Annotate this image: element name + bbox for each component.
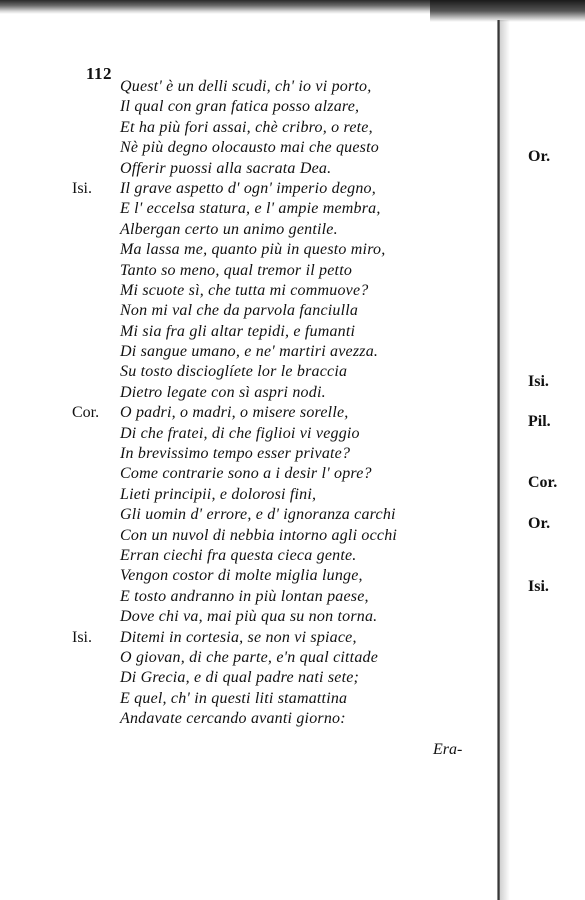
verse-line: [0, 505, 497, 525]
verse-line: [0, 179, 497, 199]
verse-line: [0, 628, 497, 648]
speaker-label: Cor.: [72, 404, 100, 422]
verse-line: [0, 261, 497, 281]
verse-text: Il grave aspetto d' ogn' imperio degno,: [120, 179, 376, 197]
verse-line: [0, 342, 497, 362]
verse-line: [0, 138, 497, 158]
verse-text: Mi scuote sì, che tutta mi commuove?: [120, 281, 369, 299]
verse-line: [0, 77, 497, 97]
verse-text: Di che fratei, di che figlioi vi veggio: [120, 424, 360, 442]
verse-text: Tanto so meno, qual tremor il petto: [120, 261, 353, 279]
verse-line: [0, 607, 497, 627]
facing-page-speaker: Or.: [528, 148, 551, 165]
verse-text: Di Grecia, e di qual padre nati sete;: [120, 669, 360, 687]
verse-line: [0, 118, 497, 138]
verse-line: [0, 689, 497, 709]
verse-text: Vengon costor di molte miglia lunge,: [120, 567, 363, 585]
verse-line: [0, 403, 497, 423]
verse-line: [0, 464, 497, 484]
speaker-label: Isi.: [72, 179, 92, 197]
facing-page-speaker: Cor.: [528, 474, 558, 491]
verse-text: Offerir puossi alla sacrata Dea.: [120, 159, 332, 177]
verse-text: O giovan, di che parte, e'n qual cittade: [120, 648, 379, 666]
verse-line: [0, 668, 497, 688]
verse-text: E tosto andranno in più lontan paese,: [120, 587, 369, 605]
verse-text: In brevissimo tempo esser private?: [120, 445, 351, 463]
verse-text: Albergan certo un animo gentile.: [120, 220, 338, 238]
verse-line: [0, 240, 497, 260]
verse-text: Erran ciechi fra questa cieca gente.: [120, 546, 357, 564]
verse-line: [0, 281, 497, 301]
verse-text: Et ha più fori assai, chè cribro, o rete,: [120, 118, 373, 136]
verse-line: [0, 220, 497, 240]
verse-text: Dove chi va, mai più qua su non torna.: [120, 608, 378, 626]
verse-line: [0, 199, 497, 219]
verse-line: [0, 587, 497, 607]
verse-text: Ma lassa me, quanto più in questo miro,: [120, 241, 386, 259]
verse-line: [0, 709, 497, 729]
page-number: 112: [86, 64, 113, 83]
verse-text: Quest' è un delli scudi, ch' io vi porto,: [120, 78, 372, 95]
verse-line: [0, 526, 497, 546]
verse-text: Andavate cercando avanti giorno:: [120, 710, 346, 728]
verse-text: Nè più degno olocausto mai che questo: [120, 139, 379, 157]
page-top-edge-shadow: [430, 0, 585, 22]
verse-line: [0, 301, 497, 321]
verse-text: E l' eccelsa statura, e l' ampie membra,: [120, 200, 381, 218]
verse-text: O padri, o madri, o misere sorelle,: [120, 404, 349, 422]
verse-text: Gli uomin d' errore, e d' ignoranza carchi: [120, 506, 396, 524]
verse-text: Su tosto discioglíete lor le braccia: [120, 363, 348, 381]
verse-line: [0, 322, 497, 342]
verse-line: [0, 444, 497, 464]
verse-line: [0, 424, 497, 444]
verse-line: [0, 362, 497, 382]
verse-block: [0, 77, 497, 730]
verse-text: Dietro legate con sì aspri nodi.: [120, 383, 326, 401]
verse-line: [0, 159, 497, 179]
facing-page-speaker: Isi.: [528, 373, 549, 390]
verse-line: [0, 566, 497, 586]
verse-line: [0, 648, 497, 668]
verse-text: Di sangue umano, e ne' martiri avezza.: [120, 343, 379, 361]
facing-page-speaker: Pil.: [528, 413, 551, 430]
verse-text: Ditemi in cortesia, se non vi spiace,: [120, 628, 357, 646]
verse-text: Non mi val che da parvola fanciulla: [120, 302, 359, 320]
catchword: Era-: [433, 741, 463, 758]
verse-text: Lieti principii, e dolorosi fini,: [120, 485, 317, 503]
speaker-label: Isi.: [72, 628, 92, 646]
verse-text: Il qual con gran fatica posso alzare,: [120, 98, 360, 116]
verse-text: Con un nuvol di nebbia intorno agli occhi: [120, 526, 398, 544]
verse-text: E quel, ch' in questi liti stamattina: [120, 689, 348, 707]
verse-text: Come contrarie sono a i desir l' opre?: [120, 465, 372, 483]
verse-line: [0, 97, 497, 117]
verse-text: Mi sia fra gli altar tepidi, e fumanti: [120, 322, 356, 340]
facing-page-speaker: Or.: [528, 515, 551, 532]
verse-line: [0, 485, 497, 505]
verse-line: [0, 546, 497, 566]
gutter-shadow: [500, 20, 510, 900]
facing-page-speaker: Isi.: [528, 578, 549, 595]
verse-line: [0, 383, 497, 403]
